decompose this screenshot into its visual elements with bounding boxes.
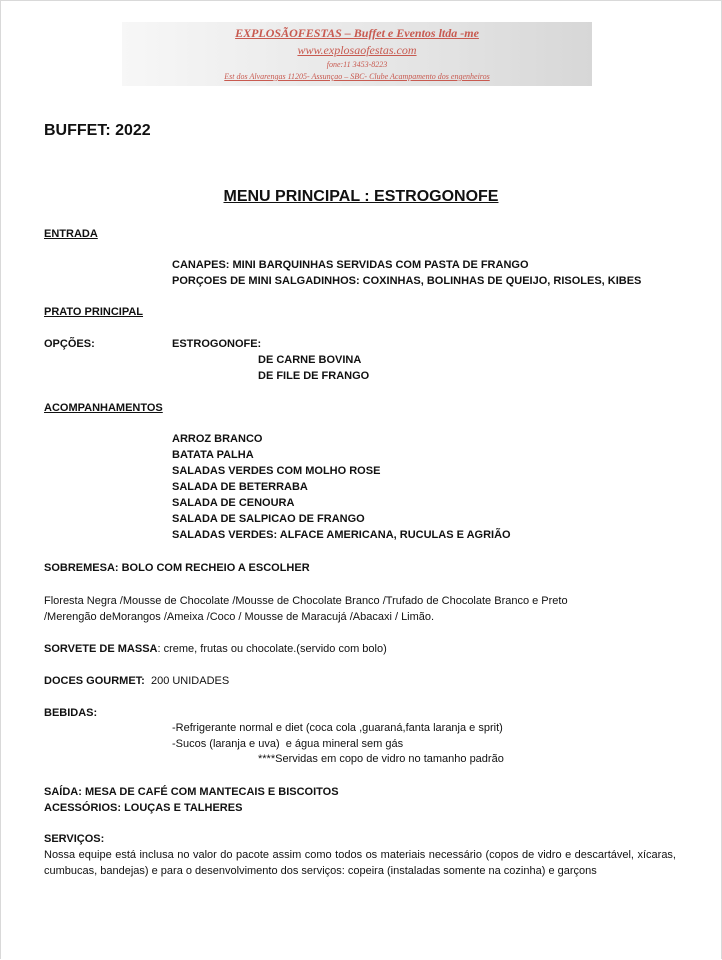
entrada-heading: ENTRADA <box>44 228 98 240</box>
dish-variant: DE CARNE BOVINA <box>258 354 362 366</box>
acompanhamento-item: SALADA DE SALPICAO DE FRANGO <box>172 513 365 525</box>
acompanhamento-item: SALADAS VERDES: ALFACE AMERICANA, RUCULAS E AGRIÃO <box>172 529 511 541</box>
sorvete-line <box>44 642 387 656</box>
doces-line <box>44 674 229 688</box>
opcoes-label: OPÇÕES: <box>44 338 95 350</box>
bebidas-item: -Refrigerante normal e diet (coca cola ,guaraná,fanta laranja e sprit) <box>172 722 503 734</box>
doces-text: 200 UNIDADES <box>144 675 230 687</box>
acompanhamento-item: ARROZ BRANCO <box>172 433 263 445</box>
acompanhamentos-heading: ACOMPANHAMENTOS <box>44 402 163 414</box>
dish-variant: DE FILE DE FRANGO <box>258 370 370 382</box>
acompanhamento-item: SALADAS VERDES COM MOLHO ROSE <box>172 465 381 477</box>
entrada-item: PORÇOES DE MINI SALGADINHOS: COXINHAS, BOLINHAS DE QUEIJO, RISOLES, KIBES <box>172 275 642 287</box>
sorvete-label: SORVETE DE MASSA <box>44 643 158 655</box>
prato-principal-heading: PRATO PRINCIPAL <box>44 306 144 318</box>
sobremesa-flavors: Floresta Negra /Mousse de Chocolate /Mousse de Chocolate Branco /Trufado de Chocolate Branco e Preto <box>44 595 568 607</box>
company-address: Est dos Alvarengas 11205- Assunçao – SBC- Clube Acampamento dos engenheiros <box>224 72 490 81</box>
bebidas-label: BEBIDAS: <box>44 707 98 719</box>
company-name: EXPLOSÃOFESTAS – Buffet e Eventos ltda -me <box>235 26 479 40</box>
menu-title: MENU PRINCIPAL : ESTROGONOFE <box>223 188 499 205</box>
acessorios-line: ACESSÓRIOS: LOUÇAS E TALHERES <box>44 802 243 814</box>
doces-label: DOCES GOURMET: <box>44 675 145 687</box>
sobremesa-flavors: /Merengão deMorangos /Ameixa /Coco / Mousse de Maracujá /Abacaxi / Limão. <box>44 611 435 623</box>
company-website[interactable]: www.explosaofestas.com <box>297 43 417 57</box>
entrada-item: CANAPES: MINI BARQUINHAS SERVIDAS COM PASTA DE FRANGO <box>172 259 529 271</box>
sorvete-text: : creme, frutas ou chocolate.(servido com bolo) <box>157 643 387 655</box>
company-letterhead <box>122 22 592 86</box>
acompanhamento-item: SALADA DE CENOURA <box>172 497 295 509</box>
buffet-year: BUFFET: 2022 <box>44 122 151 139</box>
bebidas-note: ****Servidas em copo de vidro no tamanho padrão <box>258 753 504 765</box>
saida-line: SAÍDA: MESA DE CAFÉ COM MANTECAIS E BISCOITOS <box>44 786 339 798</box>
acompanhamento-item: SALADA DE BETERRABA <box>172 481 308 493</box>
company-phone: fone:11 3453-8223 <box>326 60 388 69</box>
servicos-text: Nossa equipe está inclusa no valor do pacote assim como todos os materiais necessário (copos de vidro e descartável, xícaras, cumbucas, bandejas) e para o desenvolvimento dos serviços: copeira (instaladas somente na cozinha) e garçons <box>44 849 676 877</box>
sobremesa-heading: SOBREMESA: BOLO COM RECHEIO A ESCOLHER <box>44 562 310 574</box>
acompanhamento-item: BATATA PALHA <box>172 449 254 461</box>
dish-name: ESTROGONOFE: <box>172 338 262 350</box>
servicos-label: SERVIÇOS: <box>44 833 105 845</box>
bebidas-item: -Sucos (laranja e uva) e água mineral sem gás <box>172 738 404 750</box>
